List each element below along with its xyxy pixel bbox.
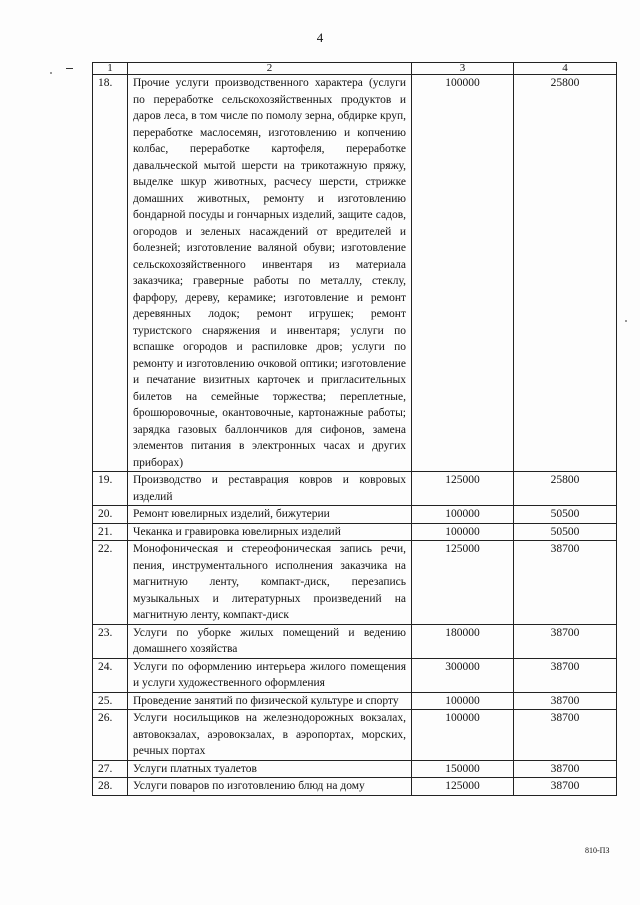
table-row [93,75,617,472]
table-row [93,658,617,692]
value-col4: 38700 [514,624,617,658]
table-row [93,541,617,625]
service-description: Производство и реставрация ковров и ковровых изделий [128,472,412,506]
value-col3: 100000 [412,523,514,541]
service-description: Прочие услуги производственного характера (услуги по переработке сельскохозяйственных продуктов и даров леса, в том числе по помолу зерна, обдирке круп, переработке маслосемян, изготовлению и копчению колбас, переработке картофеля, переработке давальческой мытой шерсти на трикотажную пряжу, выделке шкур животных, расчесу шерсти, стрижке домашних животных, ремонту и изготовлению бондарной посуды и гончарных изделий, защите садов, огородов и зеленых насаждений от вредителей и болезней; изготовление валяной обуви; изготовление сельскохозяйственного инвентаря из материала заказчика; граверные работы по металлу, стеклу, фарфору, дереву, керамике; изготовление и ремонт деревянных лодок; ремонт игрушек; ремонт туристского снаряжения и инвентаря; услуги по вспашке огородов и распиловке дров; услуги по ремонту и изготовлению очковой оптики; изготовление и печатание визитных карточек и пригласительных билетов на семейные торжества; переплетные, брошюровочные, окантовочные, картонажные работы; зарядка газовых баллончиков для сифонов, замена элементов питания в электронных часах и других приборах) [128,75,412,472]
row-number: 23. [93,624,128,658]
value-col4: 50500 [514,506,617,524]
document-code: 810-ПЗ [585,846,610,855]
scan-speck [625,320,627,322]
value-col3: 125000 [412,472,514,506]
service-description: Чеканка и гравировка ювелирных изделий [128,523,412,541]
service-description: Услуги по уборке жилых помещений и ведению домашнего хозяйства [128,624,412,658]
scan-speck [50,72,52,74]
table-row [93,778,617,796]
column-header: 1 [93,63,128,75]
value-col4: 38700 [514,692,617,710]
value-col4: 25800 [514,75,617,472]
service-description: Услуги платных туалетов [128,760,412,778]
margin-mark [66,68,73,69]
value-col3: 100000 [412,710,514,761]
service-description: Монофоническая и стереофоническая запись речи, пения, инструментального исполнения заказчика на магнитную ленту, компакт-диск, перезапись музыкальных и литературных произведений на магнитную ленту, компакт-диск [128,541,412,625]
row-number: 24. [93,658,128,692]
service-description: Ремонт ювелирных изделий, бижутерии [128,506,412,524]
row-number: 28. [93,778,128,796]
service-description: Услуги по оформлению интерьера жилого помещения и услуги художественного оформления [128,658,412,692]
value-col3: 100000 [412,692,514,710]
value-col4: 50500 [514,523,617,541]
table-row [93,624,617,658]
row-number: 22. [93,541,128,625]
table-row [93,523,617,541]
tariff-table [92,62,617,796]
row-number: 26. [93,710,128,761]
value-col3: 100000 [412,506,514,524]
table-row [93,760,617,778]
table-row [93,710,617,761]
value-col3: 125000 [412,778,514,796]
value-col4: 38700 [514,760,617,778]
table-row [93,472,617,506]
table-row [93,506,617,524]
column-header: 3 [412,63,514,75]
value-col4: 25800 [514,472,617,506]
value-col4: 38700 [514,541,617,625]
row-number: 18. [93,75,128,472]
row-number: 25. [93,692,128,710]
value-col3: 150000 [412,760,514,778]
column-header: 4 [514,63,617,75]
service-description: Услуги поваров по изготовлению блюд на дому [128,778,412,796]
value-col4: 38700 [514,710,617,761]
page-number: 4 [316,30,324,45]
row-number: 19. [93,472,128,506]
service-description: Проведение занятий по физической культуре и спорту [128,692,412,710]
value-col4: 38700 [514,778,617,796]
value-col3: 300000 [412,658,514,692]
value-col4: 38700 [514,658,617,692]
row-number: 21. [93,523,128,541]
service-description: Услуги носильщиков на железнодорожных вокзалах, автовокзалах, аэровокзалах, в аэропортах, морских, речных портах [128,710,412,761]
value-col3: 100000 [412,75,514,472]
row-number: 27. [93,760,128,778]
value-col3: 180000 [412,624,514,658]
row-number: 20. [93,506,128,524]
column-header: 2 [128,63,412,75]
value-col3: 125000 [412,541,514,625]
table-header-row [93,63,617,75]
table-row [93,692,617,710]
